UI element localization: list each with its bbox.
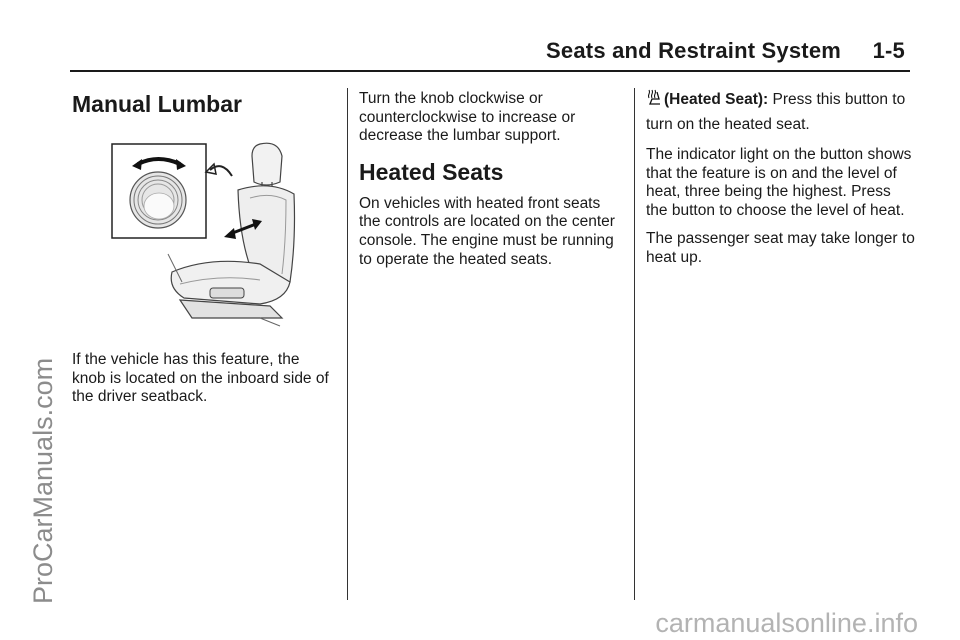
indicator-light-paragraph: The indicator light on the button shows that the feature is on and the level of heat, three being the highest. Press the button to choose the level of heat. [646,146,912,219]
page-header-title: Seats and Restraint System 1-5 [546,38,905,63]
heated-seats-paragraph: On vehicles with heated front seats the controls are located on the center console. The engine must be running to operate the heated seats. [359,194,615,268]
header-rule [70,70,910,72]
heated-seat-button-description [646,88,916,136]
heated-seat-icon [646,89,662,113]
passenger-seat-paragraph: The passenger seat may take longer to heat up. [646,230,915,266]
column-heated-seat-button [646,88,916,278]
bottom-watermark: carmanualsonline.info [655,608,918,638]
column-heated-seats [359,88,624,279]
heated-seat-desc-1: Press this button [772,91,888,108]
lumbar-knob-seat-illustration [110,142,306,328]
heated-seat-term: (Heated Seat): [664,91,769,108]
lumbar-knob-instruction: Turn the knob clockwise or counterclockwise to increase or decrease the lumbar support. [359,90,576,145]
section-heading-heated-seats: Heated Seats [359,158,504,185]
column-rule-1 [347,88,348,600]
column-rule-2 [634,88,635,600]
side-watermark: ProCarManuals.com [28,357,58,604]
heated-seat-desc-2: to turn on the heated seat. [646,91,906,133]
manual-lumbar-paragraph: If the vehicle has this feature, the knob is located on the inboard side of the driver seatback. [72,351,329,406]
column-manual-lumbar [72,88,334,417]
section-heading-manual-lumbar: Manual Lumbar [72,91,242,117]
